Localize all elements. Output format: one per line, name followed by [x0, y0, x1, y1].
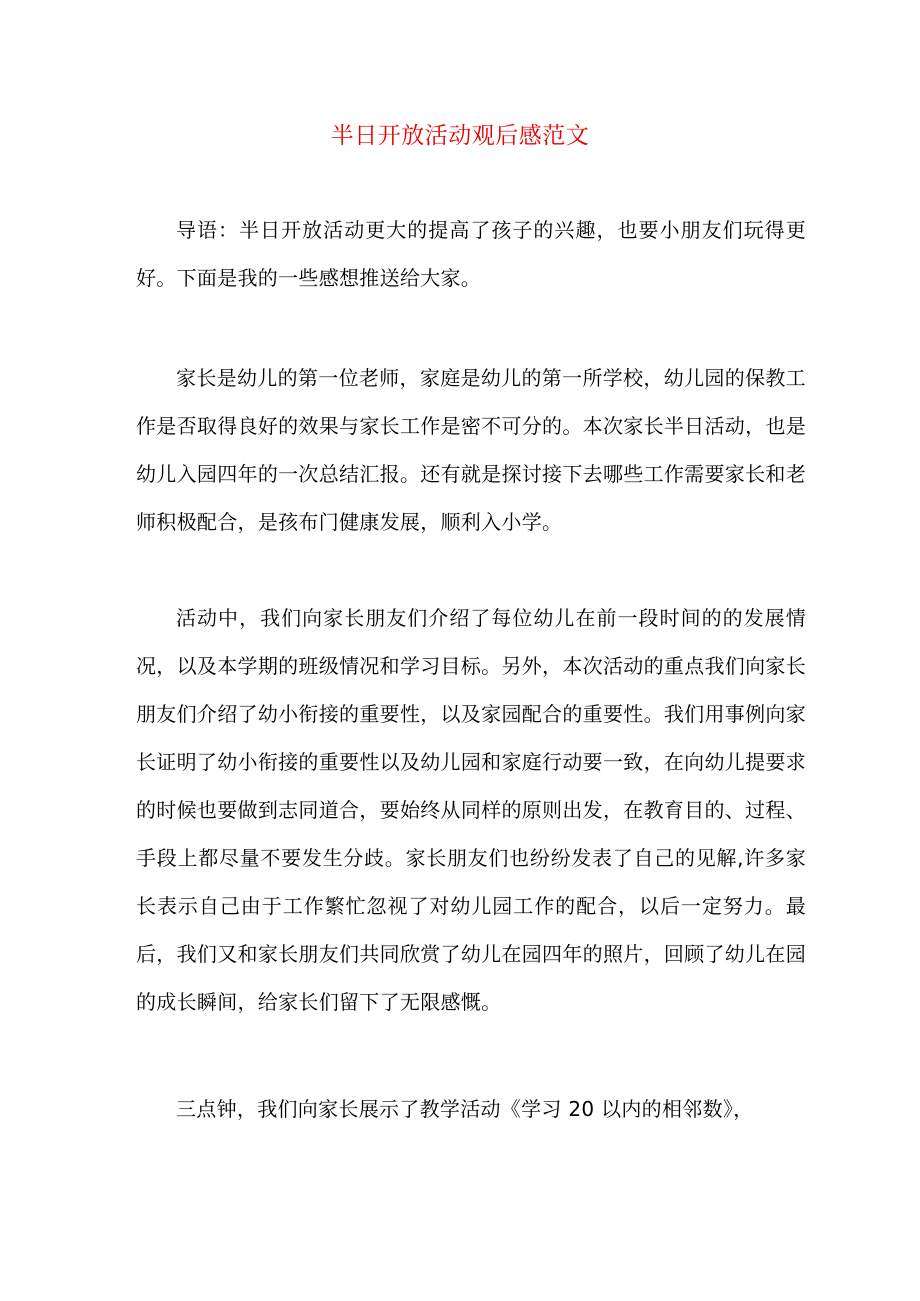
body-paragraph: 活动中，我们向家长朋友们介绍了每位幼儿在前一段时间的的发展情况，以及本学期的班级情况和学习目标。另外，本次活动的重点我们向家长朋友们介绍了幼小衔接的重要性，以及家园配合的重要性。我们用事例向家长证明了幼小衔接的重要性以及幼儿园和家庭行动要一致，在向幼儿提要求的时候也要做到志同道合，要始终从同样的原则出发，在教育目的、过程、手段上都尽量不要发生分歧。家长朋友们也纷纷发表了自己的见解,许多家长表示自己由于工作繁忙忽视了对幼儿园工作的配合，以后一定努力。最后，我们又和家长朋友们共同欣赏了幼儿在园四年的照片，回顾了幼儿在园的成长瞬间，给家长们留下了无限感慨。: [136, 606, 806, 1014]
intro-paragraph: 导语：半日开放活动更大的提高了孩子的兴趣，也要小朋友们玩得更好。下面是我的一些感想推送给大家。: [136, 218, 806, 290]
body-paragraph: 三点钟，我们向家长展示了教学活动《学习 20 以内的相邻数》，: [176, 1097, 754, 1121]
body-paragraph: 家长是幼儿的第一位老师，家庭是幼儿的第一所学校，幼儿园的保教工作是否取得良好的效果与家长工作是密不可分的。本次家长半日活动，也是幼儿入园四年的一次总结汇报。还有就是探讨接下去哪些工作需要家长和老师积极配合，是孩布门健康发展，顺利入小学。: [136, 366, 806, 534]
document-title: 半日开放活动观后感范文: [330, 123, 590, 149]
